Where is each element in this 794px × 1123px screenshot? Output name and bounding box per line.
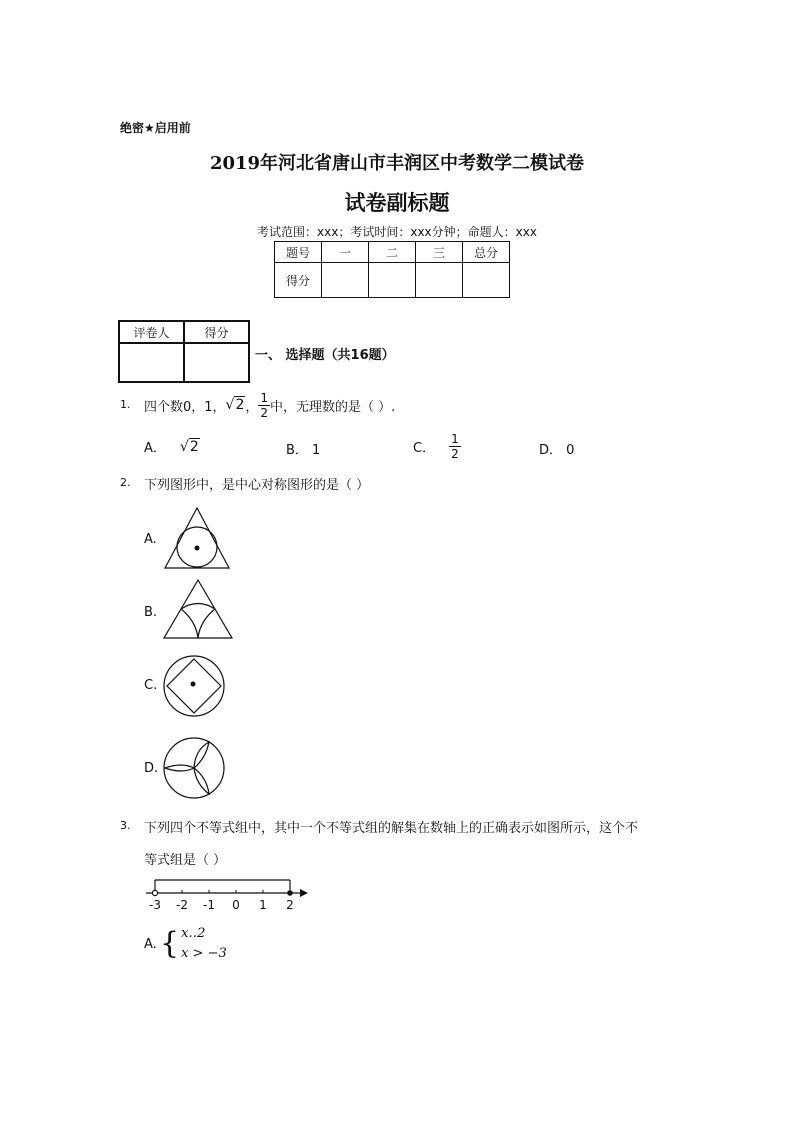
score-cell[interactable] [322, 263, 369, 298]
question-number: 2. [120, 476, 131, 489]
option-a-label: A． [144, 441, 166, 456]
option-c-label[interactable]: C. [144, 678, 158, 693]
grader-table [118, 320, 250, 383]
axis-tick-label: 1 [259, 898, 267, 912]
fraction [449, 432, 461, 461]
score-header-cell: 一 [322, 242, 369, 263]
fraction-denominator: 2 [260, 405, 269, 420]
axis-tick-label: 0 [232, 898, 240, 912]
number-line-figure [140, 872, 315, 914]
score-header-cell: 题号 [275, 242, 322, 263]
circle-with-inscribed-square-icon[interactable] [162, 654, 226, 718]
brace-icon: { [160, 926, 180, 961]
axis-tick-label: -1 [203, 898, 215, 912]
triangle-shape [164, 580, 232, 638]
section-title: 一、 选择题（共16题） [255, 348, 395, 363]
exam-subtitle: 试卷副标题 [344, 191, 450, 215]
triangle-shape [165, 508, 229, 568]
petal-shape [165, 765, 194, 771]
option-b[interactable]: B． 1 [286, 443, 321, 458]
score-header-cell: 总分 [463, 242, 510, 263]
fraction-numerator: 1 [451, 431, 459, 446]
score-cell[interactable] [463, 263, 510, 298]
grader-cell[interactable] [184, 343, 249, 382]
grader-cell[interactable] [119, 343, 184, 382]
circle-with-petals-icon[interactable] [162, 736, 226, 800]
sqrt-symbol: √2 [179, 438, 199, 455]
axis-tick-label: -3 [149, 898, 161, 912]
option-c-label: C． [413, 440, 436, 456]
exam-title: 2019年河北省唐山市丰润区中考数学二模试卷 [209, 153, 585, 174]
question-3-text: 下列四个不等式组中，其中一个不等式组的解集在数轴上的正确表示如图所示，这个不 [144, 821, 639, 836]
score-table [274, 241, 510, 298]
open-endpoint [152, 890, 157, 895]
sqrt-radicand: 2 [189, 438, 199, 455]
exam-info: 考试范围：xxx；考试时间：xxx分钟；命题人：xxx [257, 225, 537, 239]
triangle-with-inscribed-circle-icon[interactable] [162, 506, 232, 570]
closed-endpoint [287, 890, 293, 896]
question-1-text [144, 387, 395, 423]
q1-comma: ， [245, 399, 259, 415]
inequality-line-2: x > −3 [181, 946, 227, 961]
petal-shape [194, 742, 209, 768]
axis-arrow-icon [300, 889, 308, 897]
option-c[interactable] [413, 428, 461, 464]
score-row-label: 得分 [275, 263, 322, 298]
fraction-numerator: 1 [260, 390, 269, 405]
fraction [258, 391, 270, 420]
grader-header-cell: 得分 [184, 321, 249, 343]
axis-tick-label: -2 [176, 898, 188, 912]
q1-suffix: 中，无理数的是（ ）. [270, 399, 396, 415]
score-header-cell: 三 [416, 242, 463, 263]
arc-shape [181, 609, 198, 638]
question-number: 3. [120, 819, 131, 832]
sqrt-symbol: √2 [225, 397, 245, 413]
triangle-with-arcs-icon[interactable] [162, 578, 234, 640]
option-d[interactable]: D． 0 [539, 443, 575, 458]
confidential-mark: 绝密★启用前 [120, 121, 191, 135]
inequality-system [160, 924, 227, 964]
arc-shape [181, 604, 215, 610]
score-cell[interactable] [416, 263, 463, 298]
score-header-cell: 二 [369, 242, 416, 263]
question-2-text: 下列图形中，是中心对称图形的是（ ） [144, 478, 370, 493]
fraction-denominator: 2 [451, 446, 459, 461]
center-dot [191, 682, 196, 687]
question-number: 1. [120, 398, 131, 411]
score-cell[interactable] [369, 263, 416, 298]
option-a-label[interactable]: A. [144, 532, 157, 547]
inequality-line-1: x‥2 [181, 926, 206, 941]
arc-shape [198, 609, 215, 638]
petal-shape [194, 768, 209, 794]
axis-tick-label: 2 [286, 898, 294, 912]
option-a[interactable] [144, 437, 200, 456]
sqrt-radicand: 2 [235, 397, 245, 413]
q1-prefix: 四个数0，1， [144, 399, 226, 415]
option-d-label[interactable]: D. [144, 761, 159, 776]
option-b-label[interactable]: B. [144, 605, 158, 620]
center-dot [195, 546, 200, 551]
option-a-label[interactable]: A. [144, 937, 157, 952]
question-3-text-continued: 等式组是（ ） [144, 853, 227, 868]
grader-header-cell: 评卷人 [119, 321, 184, 343]
